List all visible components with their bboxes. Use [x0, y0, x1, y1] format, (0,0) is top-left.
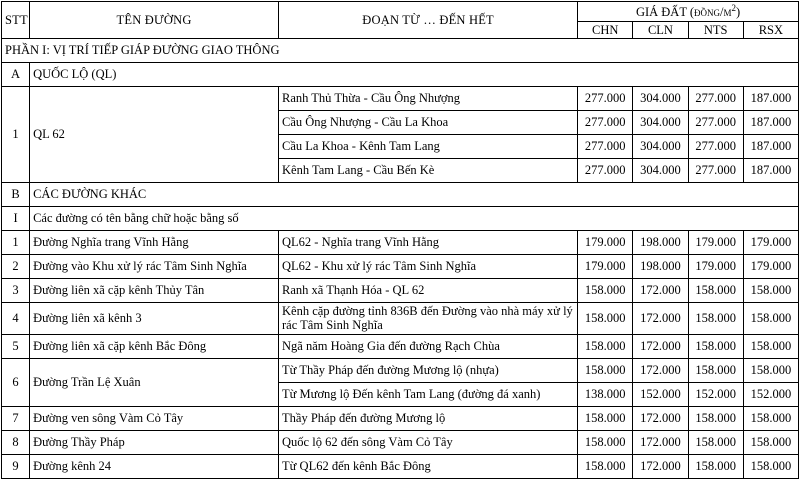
row-stt: 4 [2, 302, 30, 334]
header-price-group-close: ) [736, 5, 741, 20]
row-price-cln: 172.000 [633, 334, 688, 358]
header-price-group [578, 2, 799, 22]
table-row [2, 334, 799, 358]
section-i-title: Các đường có tên bằng chữ hoặc bằng số [30, 206, 799, 230]
table-row [2, 406, 799, 430]
row-segment: Cầu La Khoa - Kênh Tam Lang [279, 134, 578, 158]
table-row [2, 254, 799, 278]
row-stt: 7 [2, 406, 30, 430]
row-price-chn: 179.000 [578, 230, 633, 254]
row-price-chn: 158.000 [578, 302, 633, 334]
row-price-rsx: 187.000 [743, 158, 798, 182]
section-i-letter: I [2, 206, 30, 230]
row-price-chn: 158.000 [578, 430, 633, 454]
land-price-table [1, 1, 799, 479]
row-price-chn: 158.000 [578, 358, 633, 382]
row-price-nts: 158.000 [688, 302, 743, 334]
row-segment: QL62 - Khu xử lý rác Tâm Sinh Nghĩa [279, 254, 578, 278]
table-body [2, 38, 799, 478]
row-price-chn: 277.000 [578, 86, 633, 110]
row-price-rsx: 158.000 [743, 334, 798, 358]
row-price-cln: 198.000 [633, 230, 688, 254]
row-price-nts: 158.000 [688, 406, 743, 430]
row-price-cln: 152.000 [633, 382, 688, 406]
header-col-nts: NTS [688, 21, 743, 38]
row-price-cln: 172.000 [633, 454, 688, 478]
row-price-cln: 172.000 [633, 278, 688, 302]
row-segment: Từ Thầy Pháp đến đường Mương lộ (nhựa) [279, 358, 578, 382]
section-b-title: CÁC ĐƯỜNG KHÁC [30, 182, 799, 206]
row-segment: Ranh xã Thạnh Hóa - QL 62 [279, 278, 578, 302]
row-segment: Cầu Ông Nhượng - Cầu La Khoa [279, 110, 578, 134]
row-price-chn: 158.000 [578, 278, 633, 302]
row-price-rsx: 158.000 [743, 358, 798, 382]
table-row [2, 278, 799, 302]
row-price-nts: 158.000 [688, 430, 743, 454]
row-price-nts: 158.000 [688, 454, 743, 478]
row-price-nts: 158.000 [688, 278, 743, 302]
row-segment: Thầy Pháp đến đường Mương lộ [279, 406, 578, 430]
row-road-name: Đường liên xã cặp kênh Bắc Đông [30, 334, 279, 358]
row-price-cln: 304.000 [633, 110, 688, 134]
row-road-name: Đường Nghĩa trang Vĩnh Hằng [30, 230, 279, 254]
header-col-rsx: RSX [743, 21, 798, 38]
row-price-nts: 179.000 [688, 230, 743, 254]
row-price-rsx: 187.000 [743, 134, 798, 158]
row-price-cln: 172.000 [633, 406, 688, 430]
row-stt: 8 [2, 430, 30, 454]
table-row [2, 302, 799, 334]
row-price-chn: 277.000 [578, 110, 633, 134]
table-row [2, 358, 799, 382]
row-segment: Ngã năm Hoàng Gia đến đường Rạch Chùa [279, 334, 578, 358]
table-row [2, 430, 799, 454]
row-road-name: QL 62 [30, 86, 279, 182]
row-price-chn: 158.000 [578, 334, 633, 358]
row-price-chn: 179.000 [578, 254, 633, 278]
row-segment: Kênh Tam Lang - Cầu Bến Kè [279, 158, 578, 182]
row-price-chn: 277.000 [578, 134, 633, 158]
row-segment: Ranh Thủ Thừa - Cầu Ông Nhượng [279, 86, 578, 110]
section-b-letter: B [2, 182, 30, 206]
header-col-chn: CHN [578, 21, 633, 38]
table-row [2, 86, 799, 110]
row-price-nts: 277.000 [688, 110, 743, 134]
row-price-nts: 158.000 [688, 358, 743, 382]
row-price-rsx: 179.000 [743, 254, 798, 278]
header-col-cln: CLN [633, 21, 688, 38]
row-stt: 9 [2, 454, 30, 478]
row-price-rsx: 158.000 [743, 406, 798, 430]
row-price-nts: 277.000 [688, 86, 743, 110]
table-row [2, 454, 799, 478]
row-price-rsx: 179.000 [743, 230, 798, 254]
header-row-top [2, 2, 799, 22]
section-i-row [2, 206, 799, 230]
row-segment: QL62 - Nghĩa trang Vĩnh Hằng [279, 230, 578, 254]
row-price-cln: 172.000 [633, 358, 688, 382]
row-price-cln: 304.000 [633, 134, 688, 158]
section-part-1-row [2, 38, 799, 62]
row-price-cln: 172.000 [633, 430, 688, 454]
row-price-rsx: 158.000 [743, 278, 798, 302]
row-road-name: Đường kênh 24 [30, 454, 279, 478]
row-price-rsx: 158.000 [743, 302, 798, 334]
row-price-rsx: 152.000 [743, 382, 798, 406]
header-price-group-text: GIÁ ĐẤT (đồng/m [635, 5, 732, 20]
row-stt: 5 [2, 334, 30, 358]
row-price-chn: 158.000 [578, 406, 633, 430]
row-price-nts: 158.000 [688, 334, 743, 358]
row-stt: 6 [2, 358, 30, 406]
row-price-cln: 172.000 [633, 302, 688, 334]
row-road-name: Đường vào Khu xử lý rác Tâm Sinh Nghĩa [30, 254, 279, 278]
section-a-letter: A [2, 62, 30, 86]
row-price-nts: 277.000 [688, 158, 743, 182]
row-road-name: Đường Trần Lệ Xuân [30, 358, 279, 406]
section-b-row [2, 182, 799, 206]
row-price-cln: 304.000 [633, 86, 688, 110]
section-a-title: QUỐC LỘ (QL) [30, 62, 799, 86]
row-segment: Kênh cặp đường tỉnh 836B đến Đường vào nhà máy xử lý rác Tâm Sinh Nghĩa [279, 302, 578, 334]
row-segment: Quốc lộ 62 đến sông Vàm Cỏ Tây [279, 430, 578, 454]
row-road-name: Đường liên xã cặp kênh Thủy Tân [30, 278, 279, 302]
row-price-rsx: 158.000 [743, 454, 798, 478]
row-price-rsx: 158.000 [743, 430, 798, 454]
row-price-nts: 179.000 [688, 254, 743, 278]
row-stt: 2 [2, 254, 30, 278]
row-stt: 1 [2, 86, 30, 182]
section-part-1-title: PHẦN I: VỊ TRÍ TIẾP GIÁP ĐƯỜNG GIAO THÔNG [2, 38, 799, 62]
section-a-row [2, 62, 799, 86]
row-price-rsx: 187.000 [743, 110, 798, 134]
row-price-chn: 138.000 [578, 382, 633, 406]
table-header [2, 2, 799, 39]
row-price-nts: 152.000 [688, 382, 743, 406]
row-road-name: Đường liên xã kênh 3 [30, 302, 279, 334]
header-stt: STT [2, 2, 30, 39]
land-price-document [0, 1, 800, 473]
row-price-cln: 198.000 [633, 254, 688, 278]
header-price-group-sup: 2 [731, 3, 737, 13]
row-price-rsx: 187.000 [743, 86, 798, 110]
row-road-name: Đường ven sông Vàm Cỏ Tây [30, 406, 279, 430]
row-price-cln: 304.000 [633, 158, 688, 182]
row-stt: 1 [2, 230, 30, 254]
row-stt: 3 [2, 278, 30, 302]
header-segment: ĐOẠN TỪ … ĐẾN HẾT [279, 2, 578, 39]
row-segment: Từ Mương lộ Đến kênh Tam Lang (đường đá xanh) [279, 382, 578, 406]
row-price-nts: 277.000 [688, 134, 743, 158]
header-road-name: TÊN ĐƯỜNG [30, 2, 279, 39]
row-price-chn: 277.000 [578, 158, 633, 182]
row-segment: Từ QL62 đến kênh Bắc Đông [279, 454, 578, 478]
row-price-chn: 158.000 [578, 454, 633, 478]
table-row [2, 230, 799, 254]
row-road-name: Đường Thầy Pháp [30, 430, 279, 454]
